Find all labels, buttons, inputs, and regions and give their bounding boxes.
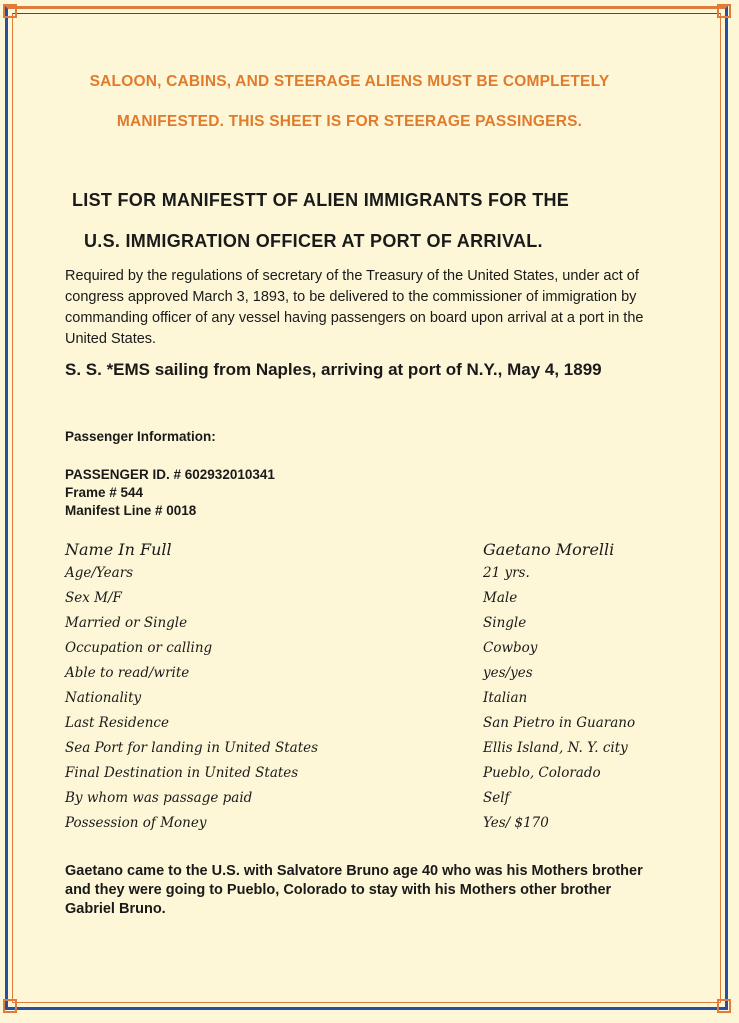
- corner-ornament: [3, 4, 17, 18]
- field-label: Possession of Money: [65, 815, 207, 831]
- field-label: By whom was passage paid: [65, 790, 253, 806]
- passenger-story: Gaetano came to the U.S. with Salvatore Bruno age 40 who was his Mothers brother and they were going to Pueblo, Colorado to stay with his Mothers other brother Gabriel Bruno.: [65, 863, 643, 917]
- field-label: Married or Single: [65, 615, 188, 631]
- field-label: Age/Years: [65, 565, 134, 581]
- field-label: Sea Port for landing in United States: [65, 740, 319, 756]
- field-label: Final Destination in United States: [65, 765, 299, 781]
- ship-voyage-line: S. S. *EMS sailing from Naples, arriving at port of N.Y., May 4, 1899: [65, 360, 602, 379]
- manifest-title-line2: U.S. IMMIGRATION OFFICER AT PORT OF ARRIVAL.: [84, 231, 543, 251]
- field-label: Nationality: [65, 690, 142, 706]
- steerage-warning-line2: MANIFESTED. THIS SHEET IS FOR STEERAGE PASSINGERS.: [116, 113, 583, 130]
- regulation-paragraph: Required by the regulations of secretary of the Treasury of the United States, under act of congress approved March 3, 1893, to be delivered to the commissioner of immigration by commanding officer of any vessel having passengers on board upon arrival at a port in the United States.: [65, 268, 644, 347]
- field-row: [65, 690, 705, 715]
- field-value: Male: [483, 590, 518, 606]
- field-value: San Pietro in Guarano: [483, 715, 636, 731]
- passenger-fields: [65, 540, 705, 840]
- manifest-line-number: Manifest Line # 0018: [65, 503, 197, 518]
- field-row: [65, 715, 705, 740]
- field-label: Last Residence: [65, 715, 169, 731]
- field-value: Italian: [483, 690, 528, 706]
- passenger-id: PASSENGER ID. # 602932010341: [65, 467, 275, 482]
- field-value: Ellis Island, N. Y. city: [483, 740, 628, 756]
- field-row: [65, 540, 705, 565]
- field-row: [65, 590, 705, 615]
- field-value: yes/yes: [483, 665, 533, 681]
- field-value: Single: [483, 615, 527, 631]
- field-row: [65, 615, 705, 640]
- field-value: Yes/ $170: [483, 815, 549, 831]
- field-value: Self: [483, 790, 510, 806]
- field-label: Occupation or calling: [65, 640, 213, 656]
- field-label: Sex M/F: [65, 590, 122, 606]
- field-label: Able to read/write: [65, 665, 190, 681]
- corner-ornament: [3, 999, 17, 1013]
- field-row: [65, 815, 705, 840]
- field-value: 21 yrs.: [483, 565, 530, 581]
- corner-ornament: [717, 4, 731, 18]
- field-value: Gaetano Morelli: [483, 540, 615, 559]
- field-row: [65, 765, 705, 790]
- passenger-info-heading: Passenger Information:: [65, 429, 216, 444]
- field-value: Pueblo, Colorado: [483, 765, 601, 781]
- field-value: Cowboy: [483, 640, 538, 656]
- manifest-title-line1: LIST FOR MANIFESTT OF ALIEN IMMIGRANTS FOR THE: [72, 190, 570, 210]
- frame-number: Frame # 544: [65, 485, 144, 500]
- field-row: [65, 640, 705, 665]
- field-label: Name In Full: [65, 540, 172, 559]
- field-row: [65, 665, 705, 690]
- passenger-ids: [65, 466, 275, 520]
- field-row: [65, 740, 705, 765]
- steerage-warning-line1: SALOON, CABINS, AND STEERAGE ALIENS MUST BE COMPLETELY: [89, 73, 610, 90]
- field-row: [65, 790, 705, 815]
- field-row: [65, 565, 705, 590]
- corner-ornament: [717, 999, 731, 1013]
